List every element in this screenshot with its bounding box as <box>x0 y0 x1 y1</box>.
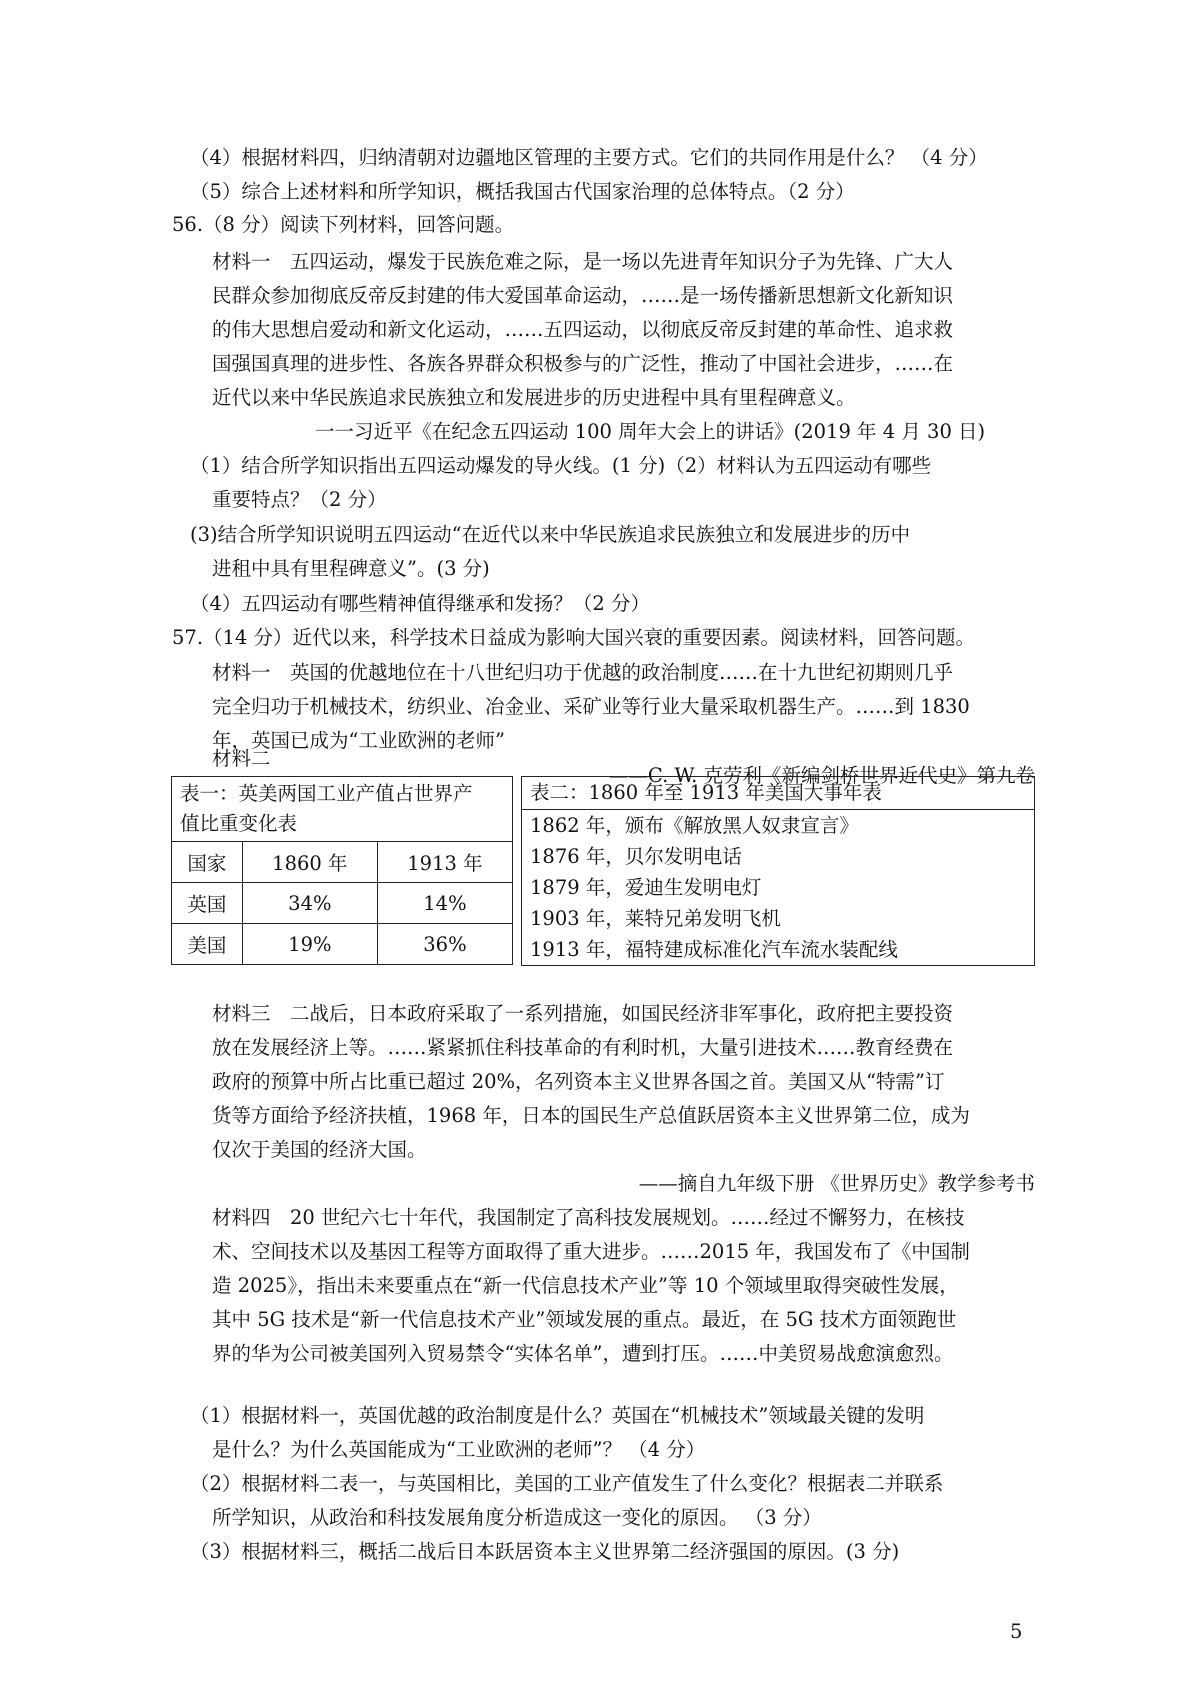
list-item: 1913 年，福特建成标准化汽车流水装配线 <box>530 938 898 961</box>
table-cell: 19% <box>242 924 377 965</box>
question-56-title: 56.（8 分）阅读下列材料，回答问题。 <box>172 213 515 236</box>
q57-material3-line: 放在发展经济上等。……紧紧抓住科技革命的有利时机，大量引进技术……教育经费在 <box>212 1036 954 1059</box>
q56-question-line: （1）结合所学知识指出五四运动爆发的导火线。(1 分)（2）材料认为五四运动有哪些 <box>190 454 932 477</box>
table-header-cell: 1860 年 <box>242 842 377 883</box>
q57-source3: ——摘自九年级下册 《世界历史》教学参考书 <box>638 1172 1035 1195</box>
q56-question-line: (3)结合所学知识说明五四运动“在近代以来中华民族追求民族独立和发展进步的历中 <box>190 523 911 546</box>
table-header-cell: 国家 <box>172 842 243 883</box>
q57-material3-line: 政府的预算中所占比重已超过 20%，名列资本主义世界各国之首。美国又从“特需”订 <box>212 1070 945 1093</box>
q57-material3-line: 仅次于美国的经济大国。 <box>212 1138 427 1161</box>
q56-question-line: 进租中具有里程碑意义”。(3 分) <box>212 557 490 580</box>
list-item: 1862 年，颁布《解放黑人奴隶宣言》 <box>530 814 859 837</box>
page-number: 5 <box>1010 1620 1023 1643</box>
q57-question-line: 是什么？为什么英国能成为“工业欧洲的老师”？ （4 分） <box>212 1438 706 1461</box>
q56-question-line: 重要特点？（2 分） <box>212 488 387 511</box>
table2-title: 表二：1860 年至 1913 年美国大事年表 <box>522 777 1034 810</box>
question-55-part5: （5）综合上述材料和所学知识，概括我国古代国家治理的总体特点。（2 分） <box>190 180 855 203</box>
table-industrial-output <box>171 776 513 965</box>
q57-material4-line: 其中 5G 技术是“新一代信息技术产业”领域发展的重点。最近，在 5G 技术方面领跑世 <box>212 1308 957 1331</box>
q57-question-line: （2）根据材料二表一，与英国相比，美国的工业产值发生了什么变化？根据表二并联系 <box>190 1472 944 1495</box>
table-header-row <box>172 842 513 883</box>
q56-material1-line: 民群众参加彻底反帝反封建的伟大爱国革命运动，……是一场传播新思想新文化新知识 <box>212 284 954 307</box>
q57-question-line: （3）根据材料三，概括二战后日本跃居资本主义世界第二经济强国的原因。(3 分) <box>190 1540 900 1563</box>
q57-material1-line: 材料一 英国的优越地位在十八世纪归功于优越的政治制度……在十九世纪初期则几乎 <box>212 661 954 684</box>
table-row <box>172 883 513 924</box>
q56-material1-line: 近代以来中华民族追求民族独立和发展进步的历史进程中具有里程碑意义。 <box>212 386 856 409</box>
table1-caption: 表一：英美两国工业产值占世界产 值比重变化表 <box>172 777 513 842</box>
q57-question-line: 所学知识，从政治和科技发展角度分析造成这一变化的原因。 （3 分） <box>212 1506 822 1529</box>
q57-material4-line: 界的华为公司被美国列入贸易禁令“实体名单”，遭到打压。……中美贸易战愈演愈烈。 <box>212 1342 954 1365</box>
table-cell: 英国 <box>172 883 243 924</box>
q57-question-line: （1）根据材料一，英国优越的政治制度是什么？英国在“机械技术”领域最关键的发明 <box>190 1404 925 1427</box>
table-cell: 34% <box>242 883 377 924</box>
q57-material1-line: 完全归功于机械技术，纺织业、冶金业、采矿业等行业大量采取机器生产。……到 1830 <box>212 695 970 718</box>
question-57-title: 57.（14 分）近代以来，科学技术日益成为影响大国兴衰的重要因素。阅读材料，回答问题。 <box>172 626 976 649</box>
question-55-part4: （4）根据材料四，归纳清朝对边疆地区管理的主要方式。它们的共同作用是什么？ （4 分） <box>190 146 988 169</box>
q57-material4-line: 术、空间技术以及基因工程等方面取得了重大进步。……2015 年，我国发布了《中国制 <box>212 1240 970 1263</box>
table-cell: 14% <box>377 883 512 924</box>
table-row <box>172 924 513 965</box>
q57-material4-line: 造 2025》，指出未来要重点在“新一代信息技术产业”等 10 个领域里取得突破性发展， <box>212 1274 959 1297</box>
q56-material1-line: 的伟大思想启爱动和新文化运动，……五四运动，以彻底反帝反封建的革命性、追求救 <box>212 318 954 341</box>
q57-material3-line: 货等方面给予经济扶植，1968 年，日本的国民生产总值跃居资本主义世界第二位，成为 <box>212 1104 970 1127</box>
q57-source1: ——C. W. 克劳利《新编剑桥世界近代史》第九卷 <box>608 764 1035 787</box>
table-us-events <box>521 776 1035 966</box>
table-cell: 美国 <box>172 924 243 965</box>
list-item: 1879 年，爱迪生发明电灯 <box>530 876 762 899</box>
list-item: 1903 年，莱特兄弟发明飞机 <box>530 907 781 930</box>
table-header-cell: 1913 年 <box>377 842 512 883</box>
q57-material4-line: 材料四 20 世纪六七十年代，我国制定了高科技发展规划。……经过不懈努力，在核技 <box>212 1206 965 1229</box>
q56-material1-line: 材料一 五四运动，爆发于民族危难之际，是一场以先进青年知识分子为先锋、广大人 <box>212 250 954 273</box>
q57-material1-line: 年，英国已成为“工业欧洲的老师” <box>212 729 505 752</box>
q56-question-line: （4）五四运动有哪些精神值得继承和发扬？（2 分） <box>190 592 651 615</box>
list-item: 1876 年，贝尔发明电话 <box>530 845 742 868</box>
q56-material1-line: 国强国真理的进步性、各族各界群众积极参与的广泛性，推动了中国社会进步，……在 <box>212 352 954 375</box>
q57-material2-label: 材料二 <box>212 747 271 770</box>
table-cell: 36% <box>377 924 512 965</box>
q56-source: 一一习近平《在纪念五四运动 100 周年大会上的讲话》(2019 年 4 月 30 日) <box>315 420 986 443</box>
q57-material3-line: 材料三 二战后，日本政府采取了一系列措施，如国民经济非军事化，政府把主要投资 <box>212 1002 954 1025</box>
